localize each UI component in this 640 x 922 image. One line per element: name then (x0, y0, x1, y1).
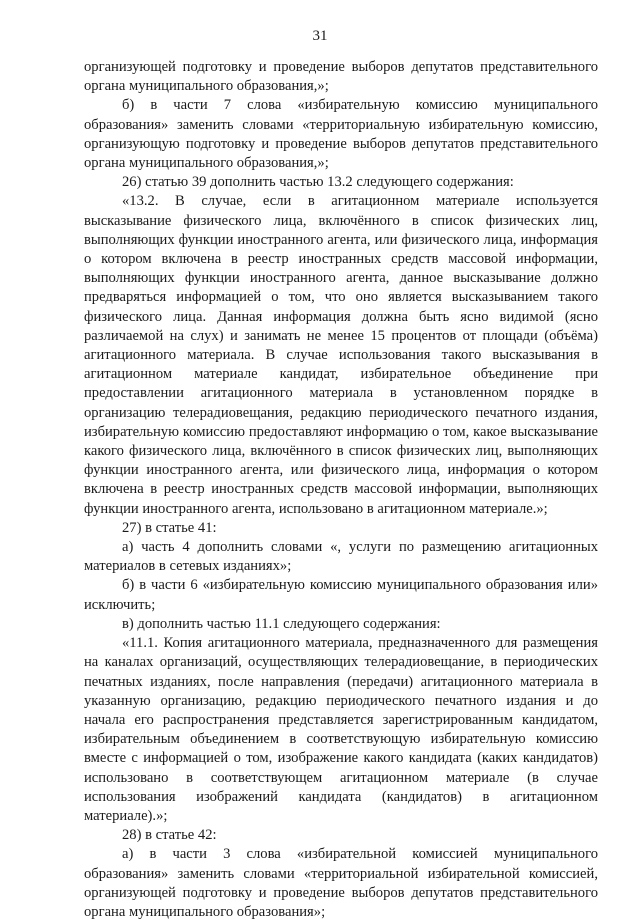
paragraph: а) в части 3 слова «избирательной комиссией муниципального образования» заменить словами «территориальной избирательной комиссией, организующей подготовку и проведение выборов депутатов представительного органа муниципального образования»; (84, 846, 598, 920)
paragraph: 27) в статье 41: (122, 519, 217, 536)
paragraph: организующей подготовку и проведение выборов депутатов представительного органа муниципального образования,»; (84, 59, 598, 95)
page-number: 31 (312, 28, 328, 44)
paragraph: б) в части 7 слова «избирательную комиссию муниципального образования» заменить словами «территориальную избирательную комиссию, организующую подготовку и проведение выборов депутатов представительного органа муниципального образования,»; (84, 97, 598, 172)
paragraph: «11.1. Копия агитационного материала, предназначенного для размещения на каналах организаций, осуществляющих телерадиовещание, в периодических печатных изданиях, после направления (передачи) агитационного материала в указанную организацию, редакцию периодического печатного издания и до начала его распространения представляется зарегистрированным кандидатом, избирательным объединением в соответствующую избирательную комиссию вместе с информацией о том, изображение какого кандидата (каких кандидатов) использовано в соответствующем агитационном материале (в случае использования изображений кандидата (кандидатов) в агитационном материале).»; (84, 635, 598, 824)
paragraph: 26) статью 39 дополнить частью 13.2 следующего содержания: (122, 174, 514, 191)
paragraph: в) дополнить частью 11.1 следующего содержания: (122, 615, 441, 632)
paragraph: а) часть 4 дополнить словами «, услуги по размещению агитационных материалов в сетевых изданиях»; (84, 539, 598, 575)
document-body (84, 58, 598, 922)
paragraph: «13.2. В случае, если в агитационном материале используется высказывание физического лица, включённого в список физических лиц, выполняющих функции иностранного агента, или физического лица, информация о котором включена в реестр иностранных средств массовой информации, выполняющих функции иностранного агента, данное высказывание должно предваряться информацией о том, что оно является высказыванием такого физического лица. Данная информация должна быть ясно видимой (ясно различаемой на слух) и занимать не менее 15 процентов от площади (объёма) агитационного материала. В случае использования такого высказывания в агитационном материале кандидат, избирательное объединение при предоставлении агитационного материала в установленном порядке в организацию телерадиовещания, редакцию периодического печатного издания, избирательную комиссию предоставляют информацию о том, какое высказывание какого физического лица, включённого в список физических лиц, выполняющих функции иностранного агента, или физического лица, информация о котором включена в реестр иностранных средств массовой информации, выполняющих функции иностранного агента, использовано в агитационном материале.»; (84, 193, 598, 517)
paragraph: 28) в статье 42: (122, 827, 217, 844)
paragraph: б) в части 6 «избирательную комиссию муниципального образования или» исключить; (84, 577, 598, 613)
